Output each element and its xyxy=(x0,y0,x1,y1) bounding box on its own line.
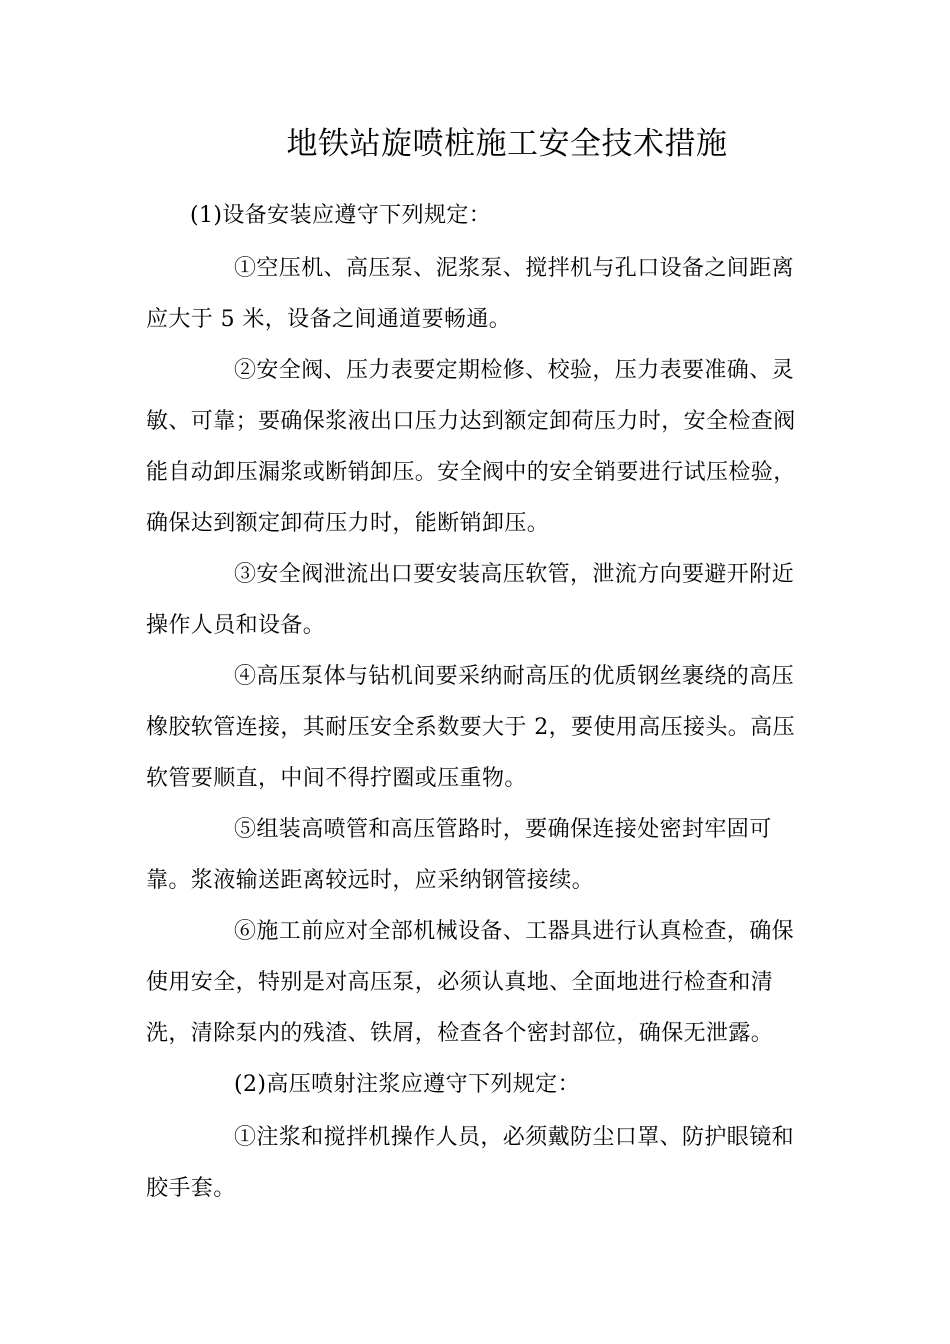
paragraph-line: ④高压泵体与钻机间要采纳耐高压的优质钢丝裹绕的高压 xyxy=(234,664,795,689)
document-title: 地铁站旋喷桩施工安全技术措施 xyxy=(286,126,728,162)
paragraph-line: ①注浆和搅拌机操作人员，必须戴防尘口罩、防护眼镜和 xyxy=(234,1125,795,1150)
paragraph-line: ②安全阀、压力表要定期检修、校验，压力表要准确、灵 xyxy=(234,358,795,383)
paragraph-line: ①空压机、高压泵、泥浆泵、搅拌机与孔口设备之间距离 xyxy=(234,256,795,281)
paragraph-line: 橡胶软管连接，其耐压安全系数要大于 2，要使用高压接头。高压 xyxy=(146,715,795,740)
paragraph-line: 使用安全，特别是对高压泵，必须认真地、全面地进行检查和清 xyxy=(146,970,774,995)
paragraph-line: 能自动卸压漏浆或断销卸压。安全阀中的安全销要进行试压检验， xyxy=(146,460,796,485)
paragraph-line: 操作人员和设备。 xyxy=(146,613,326,638)
paragraph-line: 应大于 5 米，设备之间通道要畅通。 xyxy=(146,307,512,332)
paragraph-line: 胶手套。 xyxy=(146,1176,236,1201)
paragraph-line: 靠。浆液输送距离较远时，应采纳钢管接续。 xyxy=(146,868,595,893)
paragraph-line: 敏、可靠；要确保浆液出口压力达到额定卸荷压力时，安全检查阀 xyxy=(146,409,796,434)
section-heading-2: (2)高压喷射注浆应遵守下列规定： xyxy=(234,1072,580,1097)
paragraph-line: ③安全阀泄流出口要安装高压软管，泄流方向要避开附近 xyxy=(234,562,795,587)
paragraph-line: 确保达到额定卸荷压力时，能断销卸压。 xyxy=(146,511,550,536)
paragraph-line: ⑤组装高喷管和高压管路时，要确保连接处密封牢固可 xyxy=(234,817,772,842)
section-heading-1: (1)设备安装应遵守下列规定： xyxy=(190,203,492,228)
paragraph-line: 洗，清除泵内的残渣、铁屑，检查各个密封部位，确保无泄露。 xyxy=(146,1021,774,1046)
paragraph-line: 软管要顺直，中间不得拧圈或压重物。 xyxy=(146,766,527,791)
paragraph-line: ⑥施工前应对全部机械设备、工器具进行认真检查，确保 xyxy=(234,919,795,944)
